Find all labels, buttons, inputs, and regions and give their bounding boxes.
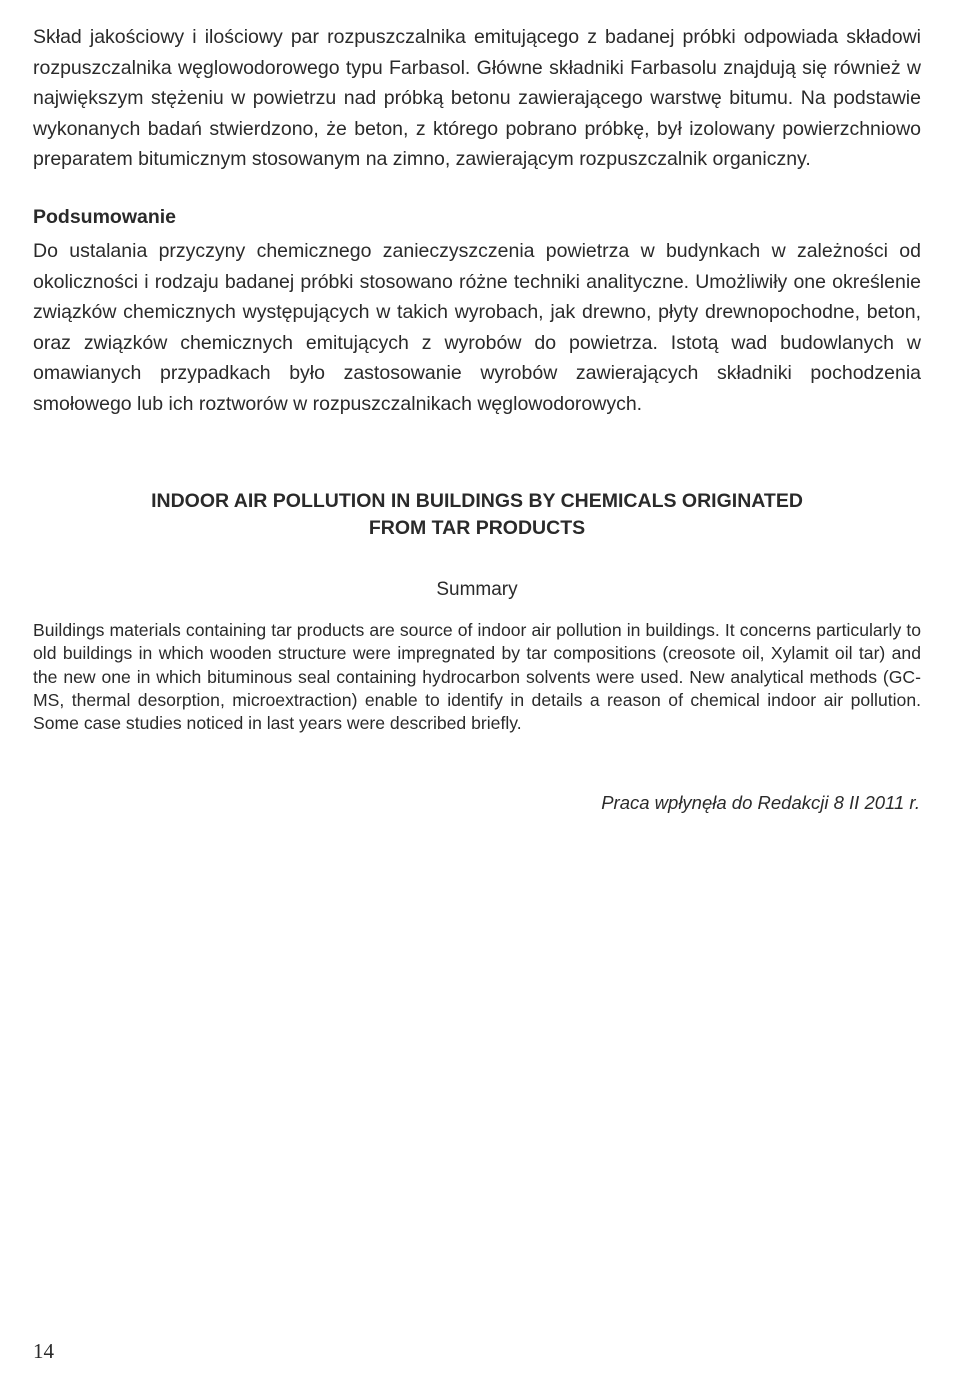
paragraph-conclusions: Do ustalania przyczyny chemicznego zanieczyszczenia powietrza w budynkach w zależności od okoliczności i rodzaju badanej próbki stosowano różne techniki analityczne. Umożliwiły one określenie związków chemicznych występujących w takich wyrobach, jak drewno, płyty drewnopochodne, beton, oraz związków chemicznych emitujących z wyrobów do powietrza. Istotą wad budowlanych w omawianych przypadkach było zastosowanie wyrobów zawierających składniki pochodzenia smołowego lub ich roztworów w rozpuszczalnikach węglowodorowych.	[33, 240, 921, 415]
section-heading-summary-pl: Podsumowanie	[33, 206, 177, 228]
english-title	[33, 488, 921, 542]
summary-text: Buildings materials containing tar products are source of indoor air pollution in buildings. It concerns particularly to old buildings in which wooden structure were impregnated by tar compositions (creosote oil, Xylamit oil tar) and the new one in which bituminous seal containing hydrocarbon solvents were used. New analytical methods (GC-MS, thermal desorption, microextraction) enable to identify in details a reason of chemical indoor air pollution. Some case studies noticed in last years were described briefly.	[33, 620, 921, 734]
english-title-line-1: INDOOR AIR POLLUTION IN BUILDINGS BY CHEMICALS ORIGINATED	[151, 490, 803, 512]
page-number: 14	[33, 1339, 54, 1363]
received-note: Praca wpłynęła do Redakcji 8 II 2011 r.	[601, 792, 920, 813]
paragraph-solvent-analysis: Skład jakościowy i ilościowy par rozpuszczalnika emitującego z badanej próbki odpowiada składowi rozpuszczalnika węglowodorowego typu Farbasol. Główne składniki Farbasolu znajdują się również w największym stężeniu w powietrzu nad próbką betonu zawierającego warstwę bitumu. Na podstawie wykonanych badań stwierdzono, że beton, z którego pobrano próbkę, był izolowany powierzchniowo preparatem bitumicznym stosowanym na zimno, zawierającym rozpuszczalnik organiczny.	[33, 26, 921, 171]
english-title-line-2: FROM TAR PRODUCTS	[368, 517, 586, 539]
summary-heading: Summary	[436, 579, 518, 600]
